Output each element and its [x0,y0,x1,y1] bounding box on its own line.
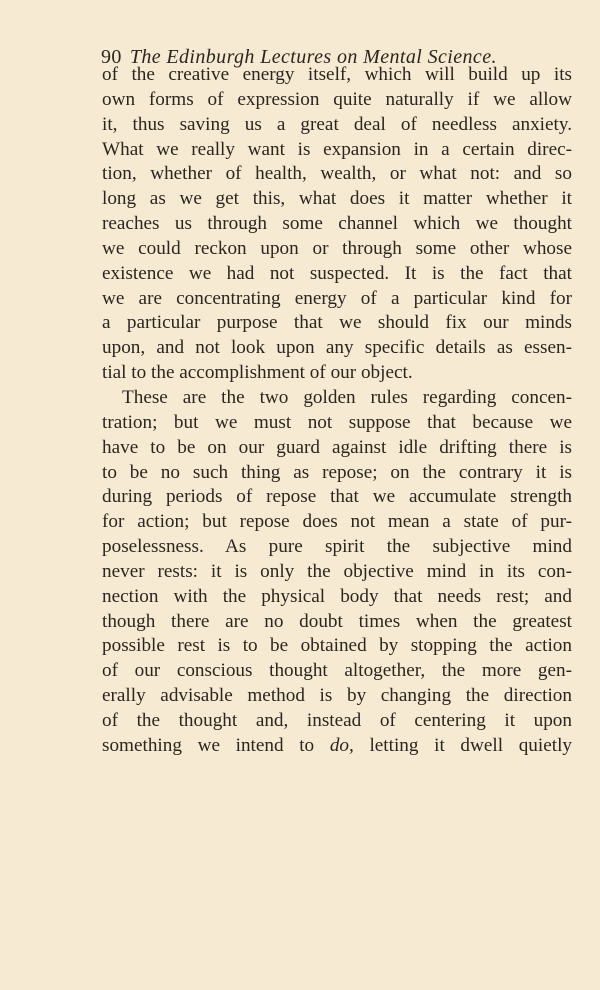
text-line: a particular purpose that we should fix our minds [102,312,572,334]
text-line: These are the two golden rules regarding concen- [122,386,572,408]
text-line: though there are no doubt times when the greatest [102,610,572,632]
text-line: during periods of repose that we accumulate strength [102,486,572,508]
text-line: possible rest is to be obtained by stopping the action [102,635,572,657]
text-line: tration; but we must not suppose that because we [102,411,572,433]
text-line: erally advisable method is by changing the direction [102,685,572,707]
page-number: 90 [101,46,122,68]
text-line: of the thought and, instead of centering it upon [102,709,572,731]
text-line: own forms of expression quite naturally if we allow [102,88,572,110]
text-line: for action; but repose does not mean a state of pur- [102,511,572,533]
text-line: tial to the accomplishment of our object. [102,362,413,384]
text-line: to be no such thing as repose; on the contrary it is [102,461,572,483]
text-line: What we really want is expansion in a certain direc- [102,138,572,160]
text-line: have to be on our guard against idle drifting there is [102,436,572,458]
text-line: upon, and not look upon any specific details as essen- [102,337,572,359]
text-line: reaches us through some channel which we thought [102,213,572,235]
text-line: poselessness. As pure spirit the subjective mind [102,536,572,558]
text-line: never rests: it is only the objective mind in its con- [102,560,572,582]
text-line: of the creative energy itself, which will build up its [102,64,572,85]
page-body-text [102,63,572,759]
text-line: we could reckon upon or through some other whose [102,237,572,259]
text-fragment: something we intend to [102,734,330,756]
text-line: tion, whether of health, wealth, or what not: and so [102,163,572,185]
running-title: The Edinburgh Lectures on Mental Science. [129,46,497,68]
text-fragment: letting it dwell quietly [353,734,573,756]
text-line [102,734,572,759]
emphasized-word: do, [329,734,354,756]
text-line: of our conscious thought altogether, the more gen- [102,660,572,682]
text-line: long as we get this, what does it matter whether it [102,188,572,210]
text-line: nection with the physical body that needs rest; and [102,585,572,607]
text-line: it, thus saving us a great deal of needless anxiety. [102,113,572,135]
text-line: existence we had not suspected. It is the fact that [102,262,572,284]
text-line: we are concentrating energy of a particular kind for [102,287,572,309]
